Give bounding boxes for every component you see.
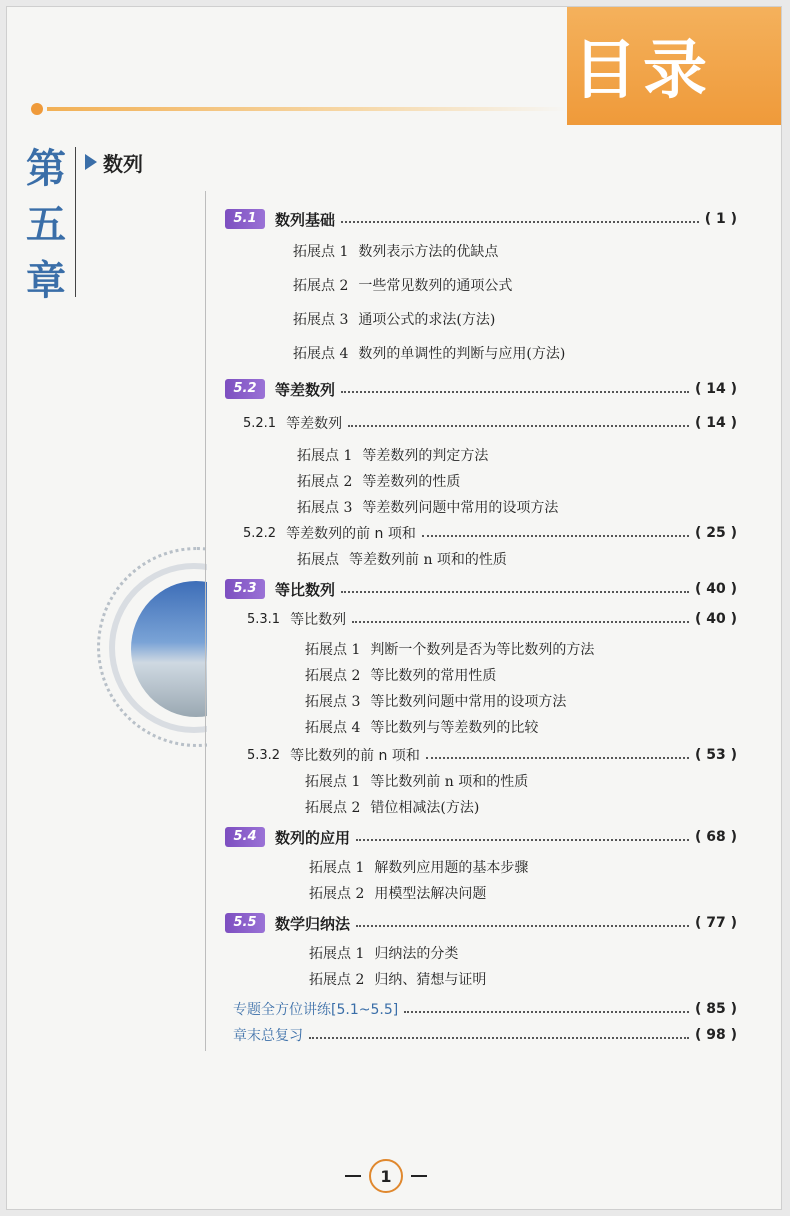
special-title: 章末总复习 xyxy=(233,1028,303,1044)
subsection-title: 等比数列 xyxy=(290,612,347,628)
extension-label: 拓展点 4 xyxy=(305,720,361,736)
header-rule xyxy=(47,107,567,111)
toc-section-row xyxy=(225,377,737,401)
header-dot xyxy=(31,103,43,115)
extension-text: 数列的单调性的判断与应用(方法) xyxy=(358,346,566,362)
dot-leader xyxy=(356,839,689,841)
section-badge: 5.1 xyxy=(225,209,265,229)
extension-text: 等差数列问题中常用的设项方法 xyxy=(362,500,559,516)
dot-leader xyxy=(348,425,689,427)
extension-text: 一些常见数列的通项公式 xyxy=(358,278,513,294)
chapter-char: 五 xyxy=(26,201,66,248)
toc-extension-row xyxy=(309,855,528,879)
footer-dash xyxy=(411,1175,427,1177)
dot-leader xyxy=(426,757,689,759)
extension-text: 等比数列问题中常用的设项方法 xyxy=(370,694,567,710)
subsection-number: 5.3.2 xyxy=(247,747,281,763)
toc-extension-row xyxy=(305,795,479,819)
extension-label: 拓展点 1 xyxy=(309,860,365,876)
extension-label: 拓展点 2 xyxy=(297,474,353,490)
extension-text: 等差数列的判定方法 xyxy=(362,448,489,464)
extension-label: 拓展点 3 xyxy=(297,500,353,516)
toc-extension-row xyxy=(293,273,512,297)
extension-text: 等比数列的常用性质 xyxy=(370,668,497,684)
subsection-title: 等比数列的前 n 项和 xyxy=(290,748,420,764)
extension-label: 拓展点 xyxy=(297,552,339,568)
chapter-title: 数列 xyxy=(103,151,143,176)
toc-extension-row xyxy=(305,715,538,739)
extension-text: 判断一个数列是否为等比数列的方法 xyxy=(370,642,595,658)
toc-extension-row xyxy=(305,637,594,661)
page-number: 1 xyxy=(369,1159,403,1193)
extension-text: 用模型法解决问题 xyxy=(374,886,487,902)
toc-page-number: ( 40 ) xyxy=(694,611,737,627)
toc-section-row xyxy=(225,911,737,935)
toc-page-number: ( 1 ) xyxy=(704,211,737,227)
toc-page-number: ( 14 ) xyxy=(694,415,737,431)
toc-subsection-row xyxy=(247,743,737,767)
extension-label: 拓展点 1 xyxy=(305,774,361,790)
extension-label: 拓展点 3 xyxy=(293,312,349,328)
toc-extension-row xyxy=(305,769,528,793)
extension-label: 拓展点 3 xyxy=(305,694,361,710)
toc-section-row xyxy=(225,207,737,231)
page-title: 目录 xyxy=(573,34,713,108)
extension-label: 拓展点 4 xyxy=(293,346,349,362)
dot-leader xyxy=(341,391,689,393)
toc-special-row xyxy=(233,997,737,1021)
dot-leader xyxy=(341,591,689,593)
dot-leader xyxy=(422,535,689,537)
special-title: 专题全方位讲练[5.1~5.5] xyxy=(233,1002,399,1018)
page-footer xyxy=(337,1159,435,1193)
subsection-title: 等差数列的前 n 项和 xyxy=(286,526,416,542)
toc-section-row xyxy=(225,825,737,849)
toc-extension-row xyxy=(297,469,460,493)
extension-text: 等差数列的性质 xyxy=(362,474,461,490)
section-title: 数列基础 xyxy=(275,210,336,229)
toc-extension-row xyxy=(297,495,558,519)
subsection-title: 等差数列 xyxy=(286,416,343,432)
footer-dash xyxy=(345,1175,361,1177)
section-badge: 5.3 xyxy=(225,579,265,599)
toc-subsection-row xyxy=(243,411,737,435)
subsection-number: 5.2.1 xyxy=(243,415,277,431)
dot-leader xyxy=(341,221,699,223)
subsection-number: 5.2.2 xyxy=(243,525,277,541)
toc-subsection-row xyxy=(243,521,737,545)
toc-page-number: ( 40 ) xyxy=(694,581,737,597)
extension-text: 等比数列前 n 项和的性质 xyxy=(370,774,529,790)
toc-extension-row xyxy=(293,341,565,365)
section-title: 等比数列 xyxy=(275,580,336,599)
extension-label: 拓展点 2 xyxy=(305,800,361,816)
section-title: 数列的应用 xyxy=(275,828,351,847)
extension-label: 拓展点 2 xyxy=(293,278,349,294)
toc-extension-row xyxy=(305,689,566,713)
toc-page-number: ( 53 ) xyxy=(694,747,737,763)
extension-text: 归纳、猜想与证明 xyxy=(374,972,487,988)
extension-text: 错位相减法(方法) xyxy=(370,800,480,816)
section-badge: 5.4 xyxy=(225,827,265,847)
toc-subsection-row xyxy=(247,607,737,631)
toc-page-number: ( 77 ) xyxy=(694,915,737,931)
extension-label: 拓展点 2 xyxy=(309,886,365,902)
toc-page-number: ( 68 ) xyxy=(694,829,737,845)
toc-extension-row xyxy=(309,881,486,905)
toc-extension-row xyxy=(309,967,486,991)
section-title: 数学归纳法 xyxy=(275,914,351,933)
extension-text: 等差数列前 n 项和的性质 xyxy=(349,552,507,568)
dot-leader xyxy=(356,925,689,927)
chapter-label xyxy=(21,141,71,309)
extension-text: 解数列应用题的基本步骤 xyxy=(374,860,529,876)
extension-text: 归纳法的分类 xyxy=(374,946,459,962)
toc-page-number: ( 14 ) xyxy=(694,381,737,397)
toc-extension-row xyxy=(309,941,458,965)
dot-leader xyxy=(309,1037,689,1039)
chapter-heading xyxy=(85,147,143,177)
extension-label: 拓展点 1 xyxy=(297,448,353,464)
toc-extension-row xyxy=(297,547,507,571)
extension-label: 拓展点 2 xyxy=(305,668,361,684)
toc-extension-row xyxy=(297,443,488,467)
book-page xyxy=(6,6,782,1210)
toc-section-row xyxy=(225,577,737,601)
extension-label: 拓展点 1 xyxy=(309,946,365,962)
toc-page-number: ( 25 ) xyxy=(694,525,737,541)
extension-text: 等比数列与等差数列的比较 xyxy=(370,720,539,736)
toc-extension-row xyxy=(293,307,495,331)
chapter-divider xyxy=(75,147,76,297)
section-title: 等差数列 xyxy=(275,380,336,399)
extension-label: 拓展点 1 xyxy=(305,642,361,658)
dot-leader xyxy=(404,1011,689,1013)
extension-text: 数列表示方法的优缺点 xyxy=(358,244,499,260)
toc-extension-row xyxy=(305,663,496,687)
section-badge: 5.2 xyxy=(225,379,265,399)
chapter-char: 章 xyxy=(26,257,66,304)
chapter-char: 第 xyxy=(26,145,66,192)
subsection-number: 5.3.1 xyxy=(247,611,281,627)
extension-text: 通项公式的求法(方法) xyxy=(358,312,496,328)
section-badge: 5.5 xyxy=(225,913,265,933)
toc-page-number: ( 85 ) xyxy=(694,1001,737,1017)
toc-page-number: ( 98 ) xyxy=(694,1027,737,1043)
extension-label: 拓展点 1 xyxy=(293,244,349,260)
toc-special-row xyxy=(233,1023,737,1047)
toc-extension-row xyxy=(293,239,498,263)
extension-label: 拓展点 2 xyxy=(309,972,365,988)
dot-leader xyxy=(352,621,689,623)
triangle-arrow-icon xyxy=(85,154,97,170)
